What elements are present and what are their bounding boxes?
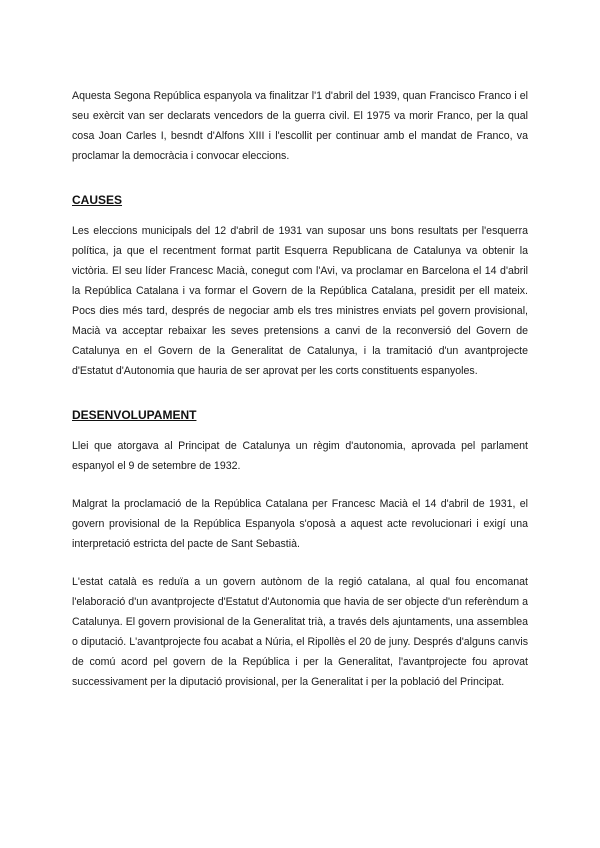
causes-heading: CAUSES [72,193,123,207]
causes-paragraph: Les eleccions municipals del 12 d'abril de 1931 van suposar uns bons resultats per l'esquerra política, ja que el recentment format partit Esquerra Republicana de Catalunya va obtenir la victòria. El seu líder Francesc Macià, conegut com l'Avi, va proclamar en Barcelona el 14 d'abril la República Catalana i va formar el Govern de la República Catalana, presidit per ell mateix. Pocs dies més tard, després de negociar amb els tres ministres enviats pel govern provisional, Macià va acceptar rebaixar les seves pretensions a canvi de la reconversió del Govern de Catalunya en el Govern de la Generalitat de Catalunya, i la tramitació d'un avantprojecte d'Estatut d'Autonomia que hauria de ser aprovat per les corts constituents espanyoles. [72,225,528,377]
desenvolupament-heading: DESENVOLUPAMENT [72,408,197,422]
desenvolupament-paragraph-3: L'estat català es reduïa a un govern autònom de la regió catalana, al qual fou encomanat l'elaboració d'un avantprojecte d'Estatut d'Autonomia que havia de ser objecte d'un referèndum a Catalunya. El govern provisional de la Generalitat trià, a través dels ajuntaments, una assemblea o diputació. L'avantprojecte fou acabat a Núria, el Ripollès el 20 de juny. Després d'alguns canvis de comú acord pel govern de la República i per la Generalitat, l'avantprojecte fou aprovat successivament per la diputació provisional, per la Generalitat i per la població del Principat. [72,576,528,688]
intro-paragraph: Aquesta Segona República espanyola va finalitzar l'1 d'abril del 1939, quan Francisco Franco i el seu exèrcit van ser declarats vencedors de la guerra civil. El 1975 va morir Franco, per la qual cosa Joan Carles I, besndt d'Alfons XIII i l'escollit per continuar amb el mandat de Franco, va proclamar la democràcia i convocar eleccions. [72,90,528,162]
desenvolupament-paragraph-1: Llei que atorgava al Principat de Catalunya un règim d'autonomia, aprovada pel parlament espanyol el 9 de setembre de 1932. [72,440,528,472]
document-body [72,86,528,692]
desenvolupament-paragraph-2: Malgrat la proclamació de la República Catalana per Francesc Macià el 14 d'abril de 1931, el govern provisional de la República Espanyola s'oposà a aquest acte revolucionari i exigí una interpretació estricta del pacte de Sant Sebastià. [72,498,528,550]
